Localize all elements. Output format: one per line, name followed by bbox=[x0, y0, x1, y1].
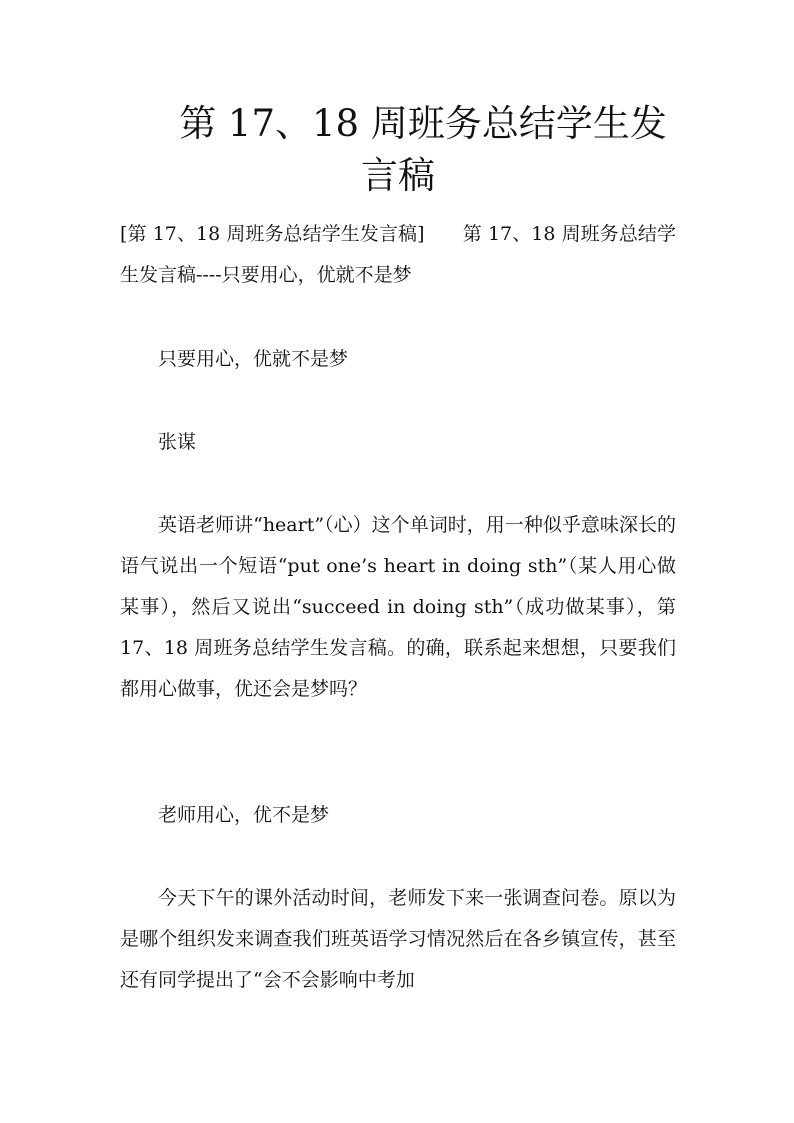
author-name: 张谋 bbox=[158, 431, 197, 453]
title-line-2: 言稿 bbox=[361, 154, 435, 197]
section-heading: 老师用心，优不是梦 bbox=[158, 804, 330, 826]
subtitle-heading: 只要用心，优就不是梦 bbox=[158, 348, 349, 370]
document-title bbox=[120, 98, 676, 202]
intro-paragraph: [第 17、18 周班务总结学生发言稿] 第 17、18 周班务总结学生发言稿----只要用心，优就不是梦 bbox=[120, 223, 676, 286]
body-paragraph: 英语老师讲“heart”（心）这个单词时，用一种似乎意味深长的语气说出一个短语“put one’s heart in doing sth”（某人用心做某事），然后又说出“succeed in doing sth”（成功做某事），第 17、18 周班务总结学生发言稿。的确，联系起来想想，只要我们都用心做事，优还会是梦吗？ bbox=[120, 514, 676, 700]
title-line-1: 第 17、18 周班务总结学生发 bbox=[179, 102, 667, 145]
body-paragraph: 今天下午的课外活动时间，老师发下来一张调查问卷。原以为是哪个组织发来调查我们班英语学习情况然后在各乡镇宣传，甚至还有同学提出了“会不会影响中考加 bbox=[120, 887, 676, 991]
